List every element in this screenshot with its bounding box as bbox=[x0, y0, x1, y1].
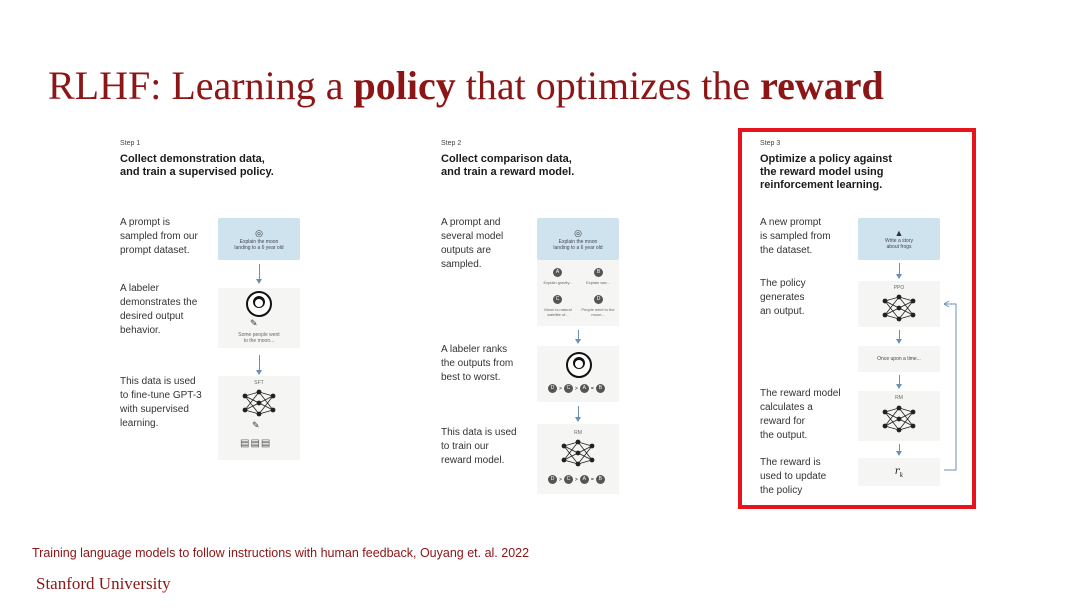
rank-badge: B bbox=[596, 475, 605, 484]
step1-desc1-line: A prompt is bbox=[120, 217, 171, 228]
rank-badge: C bbox=[564, 384, 573, 393]
option-c-badge: C bbox=[553, 295, 562, 304]
rank-gt-icon: > bbox=[559, 476, 562, 483]
step1-caption-line: to the moon... bbox=[243, 338, 275, 344]
step3-policy-label: PPO bbox=[893, 285, 905, 291]
step1-arrow-2 bbox=[259, 355, 260, 373]
step1-heading-line1: Collect demonstration data, bbox=[120, 153, 265, 165]
step3-heading-line2: the reward model using bbox=[760, 166, 884, 178]
step2-heading-line2: and train a reward model. bbox=[441, 166, 575, 178]
rank-badge: A bbox=[580, 475, 589, 484]
step3-prompt-line: Write a story bbox=[885, 238, 913, 244]
step2-desc2-line: the outputs from bbox=[441, 358, 514, 369]
step3-desc4-line: used to update bbox=[760, 471, 827, 482]
rank-gt-icon: = bbox=[590, 476, 594, 483]
step1-model-label: SFT bbox=[254, 380, 264, 386]
step1-heading-line2: and train a supervised policy. bbox=[120, 166, 274, 178]
rank-badge: A bbox=[580, 384, 589, 393]
step3-rm-label: RM bbox=[895, 395, 903, 401]
rank-badge: B bbox=[596, 384, 605, 393]
step2-heading-line1: Collect comparison data, bbox=[441, 153, 572, 165]
step1-labeler-caption bbox=[218, 332, 300, 344]
step2-desc3-line: This data is used bbox=[441, 427, 517, 438]
step2-desc2-line: A labeler ranks bbox=[441, 344, 508, 355]
step2-ranking bbox=[548, 384, 605, 393]
step2-arrow-1 bbox=[578, 330, 579, 342]
title-part2: that optimizes the bbox=[455, 63, 761, 108]
option-d-text: People went to the moon... bbox=[581, 307, 615, 317]
option-b-badge: B bbox=[594, 268, 603, 277]
rank-badge: C bbox=[564, 475, 573, 484]
frog-icon: ▲ bbox=[894, 228, 904, 238]
step1-desc2-line: behavior. bbox=[120, 325, 161, 336]
step2-arrow-2 bbox=[578, 406, 579, 420]
step1-desc2-line: A labeler bbox=[120, 283, 159, 294]
step2-prompt-line: landing to a 6 year old bbox=[553, 244, 603, 251]
labeler-avatar-icon bbox=[246, 291, 272, 317]
step1-prompt-line: landing to a 6 year old bbox=[234, 244, 284, 251]
step3-desc3-line: reward for bbox=[760, 416, 806, 427]
pencil-icon: ✎ bbox=[250, 318, 258, 328]
citation: Training language models to follow instructions with human feedback, Ouyang et. al. 2022 bbox=[32, 546, 530, 560]
step2-desc3 bbox=[441, 426, 517, 468]
rank-gt-icon: > bbox=[574, 476, 578, 483]
step1-heading bbox=[120, 153, 274, 179]
step3-heading-line1: Optimize a policy against bbox=[760, 153, 893, 165]
step2-label: Step 2 bbox=[441, 140, 462, 147]
rm-network-icon bbox=[560, 438, 596, 468]
step3-prompt-line: about frogs bbox=[886, 244, 912, 250]
step1-desc3-line: This data is used bbox=[120, 376, 196, 387]
option-c-text: Moon is natural satellite of... bbox=[544, 307, 572, 317]
rank-badge: D bbox=[548, 384, 557, 393]
step3-label: Step 3 bbox=[760, 140, 781, 147]
step1-desc2-line: desired output bbox=[120, 311, 184, 322]
prompt-icon: ◎ bbox=[574, 227, 582, 238]
step3-heading-line3: reinforcement learning. bbox=[760, 179, 883, 191]
step1-desc3-line: learning. bbox=[120, 418, 159, 429]
step1-desc3-line: with supervised bbox=[120, 404, 189, 415]
step3-desc3-line: The reward model bbox=[760, 388, 841, 399]
step1-desc3-line: to fine-tune GPT-3 bbox=[120, 390, 202, 401]
step2-desc2 bbox=[441, 343, 513, 385]
step3-output-text: Once upon a time... bbox=[877, 356, 921, 362]
step2-prompt-box bbox=[537, 218, 619, 260]
prompt-icon: ◎ bbox=[255, 227, 263, 238]
title-bold-policy: policy bbox=[353, 63, 456, 108]
step1-prompt-line: Explain the moon bbox=[239, 238, 279, 245]
step2-desc1-line: sampled. bbox=[441, 259, 482, 270]
step3-desc2-line: an output. bbox=[760, 306, 805, 317]
step1-caption-line: Some people went bbox=[238, 332, 280, 338]
step3-desc2-line: The policy bbox=[760, 278, 806, 289]
step3-desc2-line: generates bbox=[760, 292, 805, 303]
step2-desc1 bbox=[441, 216, 503, 272]
step3-desc1-line: the dataset. bbox=[760, 245, 813, 256]
step1-arrow-1 bbox=[259, 264, 260, 282]
step1-prompt-box bbox=[218, 218, 300, 260]
rank-gt-icon: = bbox=[590, 385, 594, 392]
sft-network-icon bbox=[241, 388, 277, 418]
reward-subscript: k bbox=[899, 471, 904, 479]
step3-highlight-frame bbox=[738, 128, 976, 509]
step2-desc3-line: reward model. bbox=[441, 455, 505, 466]
option-a-text: Explain gravity... bbox=[543, 280, 573, 285]
step1-label: Step 1 bbox=[120, 140, 141, 147]
step2-desc1-line: several model bbox=[441, 231, 504, 242]
step1-desc1-line: prompt dataset. bbox=[120, 245, 190, 256]
step2-desc1-line: outputs are bbox=[441, 245, 492, 256]
step3-desc4-line: The reward is bbox=[760, 457, 821, 468]
documents-icon: ▤▤▤ bbox=[240, 438, 272, 449]
step2-desc1-line: A prompt and bbox=[441, 217, 501, 228]
rank-badge: D bbox=[548, 475, 557, 484]
step1-desc2 bbox=[120, 282, 197, 338]
rank-gt-icon: > bbox=[559, 385, 562, 392]
institution-logo-text: Stanford University bbox=[36, 574, 171, 593]
option-b-text: Explain war... bbox=[586, 280, 610, 285]
option-d-badge: D bbox=[594, 295, 603, 304]
step2-desc3-line: to train our bbox=[441, 441, 489, 452]
labeler-avatar-icon bbox=[566, 352, 592, 378]
step2-rm-ranking bbox=[548, 475, 605, 484]
step1-header bbox=[120, 140, 274, 179]
step2-desc2-line: best to worst. bbox=[441, 372, 501, 383]
option-a-badge: A bbox=[553, 268, 562, 277]
step1-desc2-line: demonstrates the bbox=[120, 297, 198, 308]
step3-desc4-line: the policy bbox=[760, 485, 803, 496]
slide-title bbox=[48, 62, 884, 109]
step1-desc3 bbox=[120, 375, 202, 431]
step3-desc1-line: is sampled from bbox=[760, 231, 831, 242]
step3-desc3-line: calculates a bbox=[760, 402, 813, 413]
step2-rm-label: RM bbox=[574, 430, 582, 436]
rank-gt-icon: > bbox=[574, 385, 578, 392]
title-bold-reward: reward bbox=[760, 63, 884, 108]
reward-r: r bbox=[894, 465, 900, 477]
step2-prompt-line: Explain the moon bbox=[558, 238, 598, 245]
step2-heading bbox=[441, 153, 574, 179]
step3-desc3-line: the output. bbox=[760, 430, 808, 441]
step3-desc1-line: A new prompt bbox=[760, 217, 822, 228]
step1-desc1-line: sampled from our bbox=[120, 231, 198, 242]
pencil-icon: ✎ bbox=[252, 420, 260, 430]
step2-header bbox=[441, 140, 574, 179]
step1-desc1 bbox=[120, 216, 198, 258]
title-part1: RLHF: Learning a bbox=[48, 63, 354, 108]
